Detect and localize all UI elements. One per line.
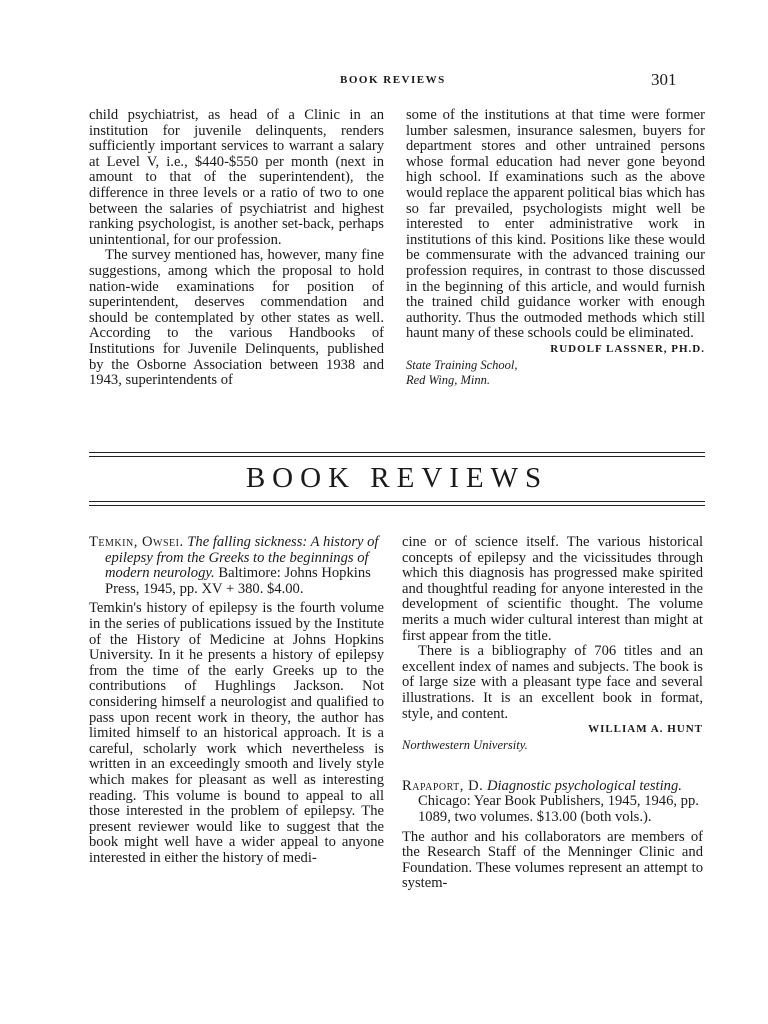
review2-body: The author and his collaborators are members of the Research Staff of the Menninger Clinic and Foundation. These volumes represent an attempt to system- — [402, 828, 703, 892]
review1-body-continued: cine or of science itself. The various historical concepts of epilepsy and the vicissitudes through which this diagnosis has progressed make spirited and thoughtful reading for anyone interested in the development of scientific thought. The volume merits a much wider cultural interest than might at first appear from the title. — [402, 534, 703, 644]
spacer — [402, 753, 703, 779]
section-rule-bottom — [89, 505, 705, 506]
section-title: BOOK REVIEWS — [245, 462, 549, 494]
review1-publication: Baltimore: Johns Hopkins Press, 1945, pp. XV + 380. $4.00. — [105, 565, 371, 597]
review1-body: Temkin's history of epilepsy is the fourth volume in the series of publications issued by the Institute of the History of Medicine at Johns Hopkins University. In it he presents a history of epilepsy from the time of the early Greeks up to the contributions of Hughlings Jackson. Not considering himself a neurologist and qualified to pass upon recent work in theory, the author has limited himself to an historical approach. It is a careful, scholarly work which nevertheless is written in an exceedingly smooth and lively style which makes for pleasant as well as interesting reading. This volume is bound to appeal to all those interested in the problem of epilepsy. The present reviewer would like to suggest that the book might well have a wider appeal to anyone interested in either the history of medi- — [89, 600, 384, 866]
running-head: BOOK REVIEWS — [340, 74, 446, 86]
letter-paragraph: some of the institutions at that time were former lumber salesmen, insurance salesmen, buyers for department stores and other untrained persons whose formal education had never gone beyond high school. If examinations such as the above would replace the apparent political bias which has so far prevailed, psychologists might well be interested to enter administrative work in institutions of this kind. Positions like these would be commensurate with the advanced training our profession requires, in contrast to those discussed in the beginning of this article, and would furnish the trained child guidance worker with enough authority. Thus the outmoded methods which still haunt many of these schools could be eliminated. — [406, 107, 705, 342]
section-rule-top-inner — [89, 456, 705, 457]
review1-left-column — [89, 535, 384, 866]
review2-reference — [402, 779, 703, 826]
review2-title: Diagnostic psychological testing. — [486, 777, 682, 794]
review1-affiliation: Northwestern University. — [402, 737, 528, 752]
letter-paragraph: The survey mentioned has, however, many fine suggestions, among which the proposal to hold nation-wide examinations for position of superintendent, deserves commendation and should be contemplated by other states as well. According to the various Handbooks of Institutions for Juvenile Delinquents, published by the Osborne Association between 1938 and 1943, superintendents of — [89, 247, 384, 389]
review1-body-continued: There is a bibliography of 706 titles and an excellent index of names and subjects. The book is of large size with a pleasant type face and several illustrations. It is an excellent book in format, style, and content. — [402, 643, 703, 722]
section-rule-bottom-inner — [89, 501, 705, 502]
letter-signature: RUDOLF LASSNER, PH.D. — [550, 342, 705, 355]
review2-publication: Chicago: Year Book Publishers, 1945, 1946, pp. 1089, two volumes. $13.00 (both vols.). — [418, 793, 699, 825]
letter-left-column — [89, 108, 384, 389]
letter-paragraph: child psychiatrist, as head of a Clinic in an institution for juvenile delinquents, renders sufficiently important services to warrant a salary at Level V, i.e., $440-$550 per month (next in amount to that of the superintendent), the difference in three levels or a ratio of two to one between the salaries of psychiatrist and highest ranking psychologist, is another set-back, perhaps unintentional, for our profession. — [89, 107, 384, 248]
review1-signature: WILLIAM A. HUNT — [588, 723, 703, 736]
review1-author: Temkin, Owsei. — [89, 534, 184, 550]
review1-title: The falling sickness: A history of epilepsy from the Greeks to the beginnings of modern neurology. — [105, 534, 379, 582]
section-rule-top — [89, 452, 705, 453]
letter-right-column — [406, 108, 705, 388]
review1-reference — [89, 535, 384, 597]
review2-author: Rapaport, D. — [402, 777, 484, 794]
review-right-column — [402, 535, 703, 892]
page-number: 301 — [651, 70, 677, 89]
letter-affiliation-line: State Training School, — [406, 357, 518, 372]
letter-affiliation-line: Red Wing, Minn. — [406, 372, 491, 387]
